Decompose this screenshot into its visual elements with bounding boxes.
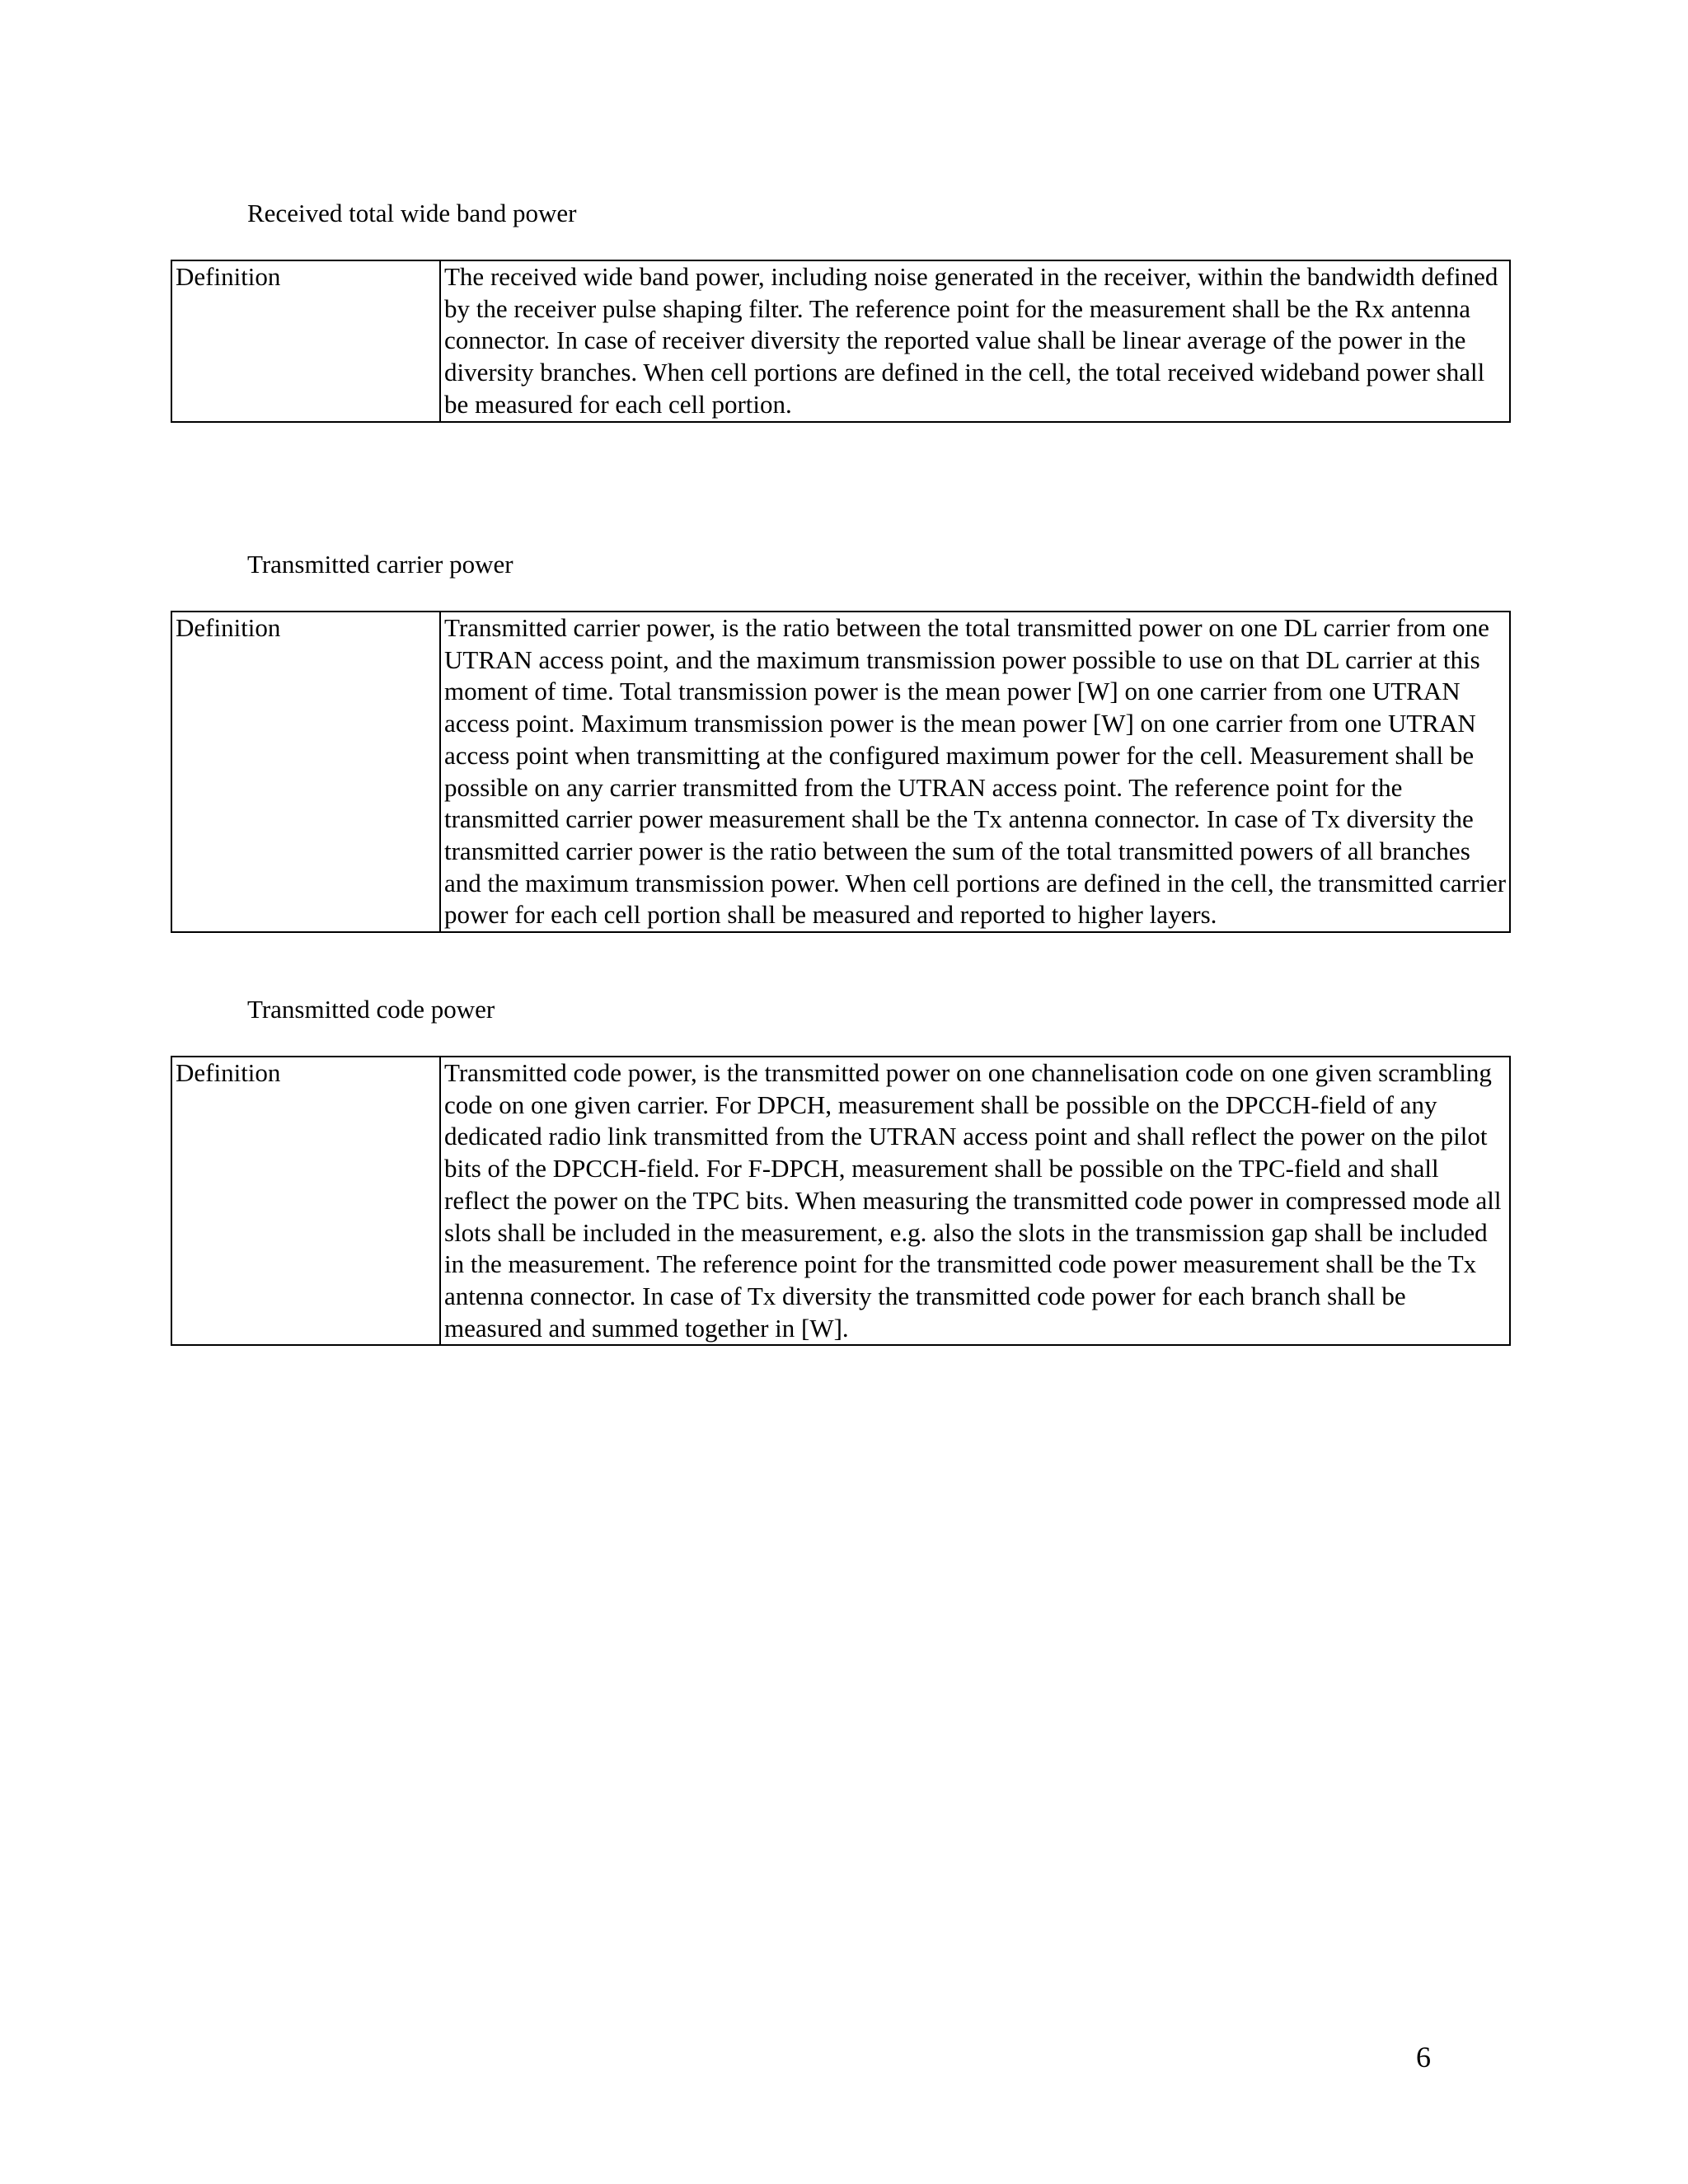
table-row bbox=[171, 1057, 1510, 1345]
definition-text: Transmitted carrier power, is the ratio between the total transmitted power on one DL carrier from one UTRAN access point, and the maximum transmission power possible to use on that DL carrier at this moment of time. Total transmission power is the mean power [W] on one carrier from one UTRAN access point. Maximum transmission power is the mean power [W] on one carrier from one UTRAN access point when transmitting at the configured maximum power for the cell. Measurement shall be possible on any carrier transmitted from the UTRAN access point. The reference point for the transmitted carrier power measurement shall be the Tx antenna connector. In case of Tx diversity the transmitted carrier power is the ratio between the sum of the total transmitted powers of all branches and the maximum transmission power. When cell portions are defined in the cell, the transmitted carrier power for each cell portion shall be measured and reported to higher layers. bbox=[440, 612, 1510, 932]
section-heading-received-total-wideband-power: Received total wide band power bbox=[247, 199, 577, 227]
definition-table-transmitted-carrier-power bbox=[171, 611, 1511, 933]
definition-label: Definition bbox=[171, 612, 440, 932]
page-number: 6 bbox=[1416, 2041, 1431, 2074]
definition-table-transmitted-code-power bbox=[171, 1056, 1511, 1346]
definition-text: Transmitted code power, is the transmitted power on one channelisation code on one given scrambling code on one given carrier. For DPCH, measurement shall be possible on the DPCCH-field of any dedicated radio link transmitted from the UTRAN access point and shall reflect the power on the pilot bits of the DPCCH-field. For F-DPCH, measurement shall be possible on the TPC-field and shall reflect the power on the TPC bits. When measuring the transmitted code power in compressed mode all slots shall be included in the measurement, e.g. also the slots in the transmission gap shall be included in the measurement. The reference point for the transmitted code power measurement shall be the Tx antenna connector. In case of Tx diversity the transmitted code power for each branch shall be measured and summed together in [W]. bbox=[440, 1057, 1510, 1345]
section-heading-transmitted-code-power: Transmitted code power bbox=[247, 995, 495, 1024]
definition-text: The received wide band power, including noise generated in the receiver, within the bandwidth defined by the receiver pulse shaping filter. The reference point for the measurement shall be the Rx antenna connector. In case of receiver diversity the reported value shall be linear average of the power in the diversity branches. When cell portions are defined in the cell, the total received wideband power shall be measured for each cell portion. bbox=[440, 260, 1510, 422]
definition-table-received-total-wideband-power bbox=[171, 260, 1511, 423]
section-heading-transmitted-carrier-power: Transmitted carrier power bbox=[247, 550, 513, 579]
definition-label: Definition bbox=[171, 260, 440, 422]
table-row bbox=[171, 612, 1510, 932]
table-row bbox=[171, 260, 1510, 422]
definition-label: Definition bbox=[171, 1057, 440, 1345]
